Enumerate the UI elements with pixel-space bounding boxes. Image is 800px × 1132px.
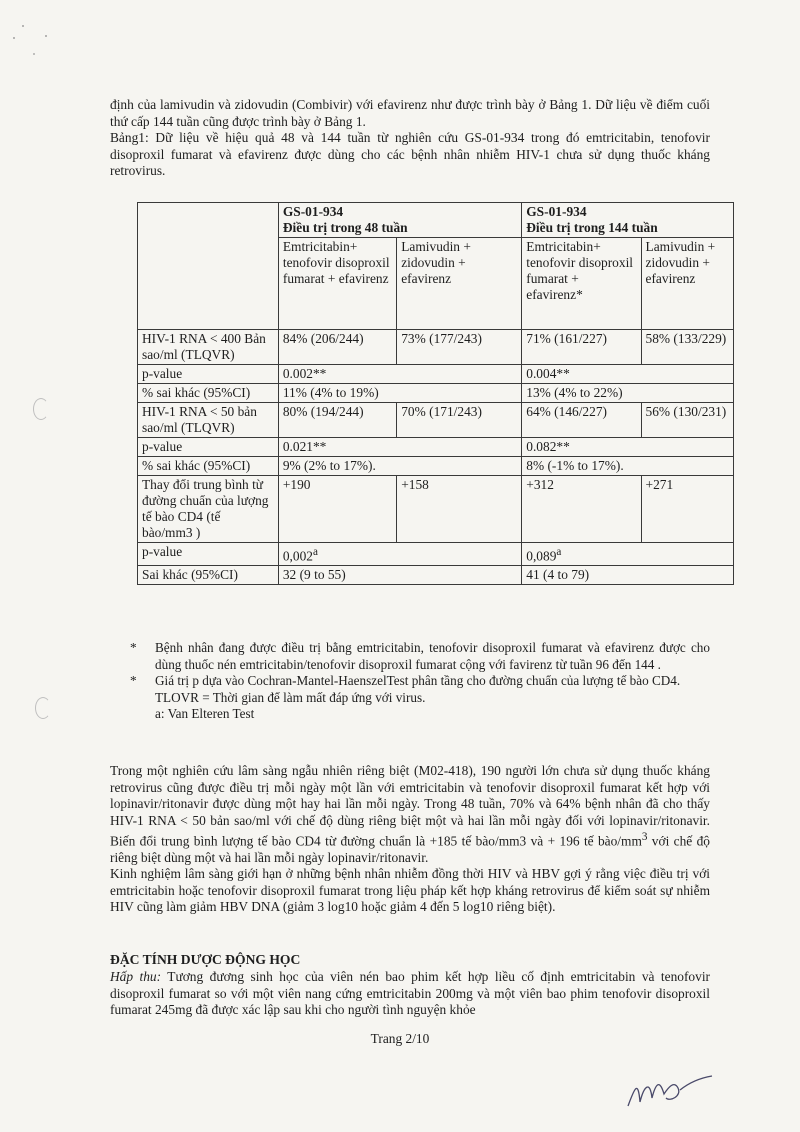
row-label: p-value	[138, 438, 279, 457]
footnote-text: Bệnh nhân đang được điều trị bằng emtricitabin, tenofovir disoproxil fumarat và efavirenz được cho dùng thuốc nén emtricitabin/tenofovir disoproxil fumarat cộng với favirenz từ tuần 96 đến 144 .	[155, 640, 710, 672]
table-caption: Bảng1: Dữ liệu về hiệu quả 48 và 144 tuần từ nghiên cứu GS-01-934 trong đó emtricitabin, tenofovir disoproxil fumarat và efavirenz được dùng cho các bệnh nhân nhiễm HIV-1 chưa sử dụng thuốc kháng retrovirus.	[110, 130, 710, 178]
value-cell: 0.082**	[522, 438, 734, 457]
value-cell: +312	[522, 476, 641, 543]
arm-cell: Lamivudin + zidovudin + efavirenz	[397, 238, 522, 330]
value-cell: 0.002**	[278, 365, 521, 384]
punch-hole-mark	[33, 398, 49, 420]
value-cell: 13% (4% to 22%)	[522, 384, 734, 403]
row-label: HIV-1 RNA < 400 Bản sao/ml (TLQVR)	[138, 330, 279, 365]
value-cell: +190	[278, 476, 396, 543]
header-blank-cell	[138, 203, 279, 330]
value-cell: +158	[397, 476, 522, 543]
value-cell	[278, 543, 521, 566]
table-header-row	[138, 203, 734, 238]
value-cell: +271	[641, 476, 733, 543]
paragraph-lead: Hấp thu:	[110, 969, 162, 984]
study-period: Điều trị trong 144 tuần	[526, 220, 658, 235]
arm-cell: Lamivudin + zidovudin + efavirenz	[641, 238, 733, 330]
paragraph-text: với chế độ riêng biệt dùng một và hai lần mỗi ngày lopinavir/ritonavir.	[110, 833, 710, 865]
scan-mark	[10, 20, 50, 60]
abbreviation-note: a: Van Elteren Test	[155, 706, 255, 721]
row-label: Sai khác (95%CI)	[138, 566, 279, 585]
footnote-star: *	[130, 673, 137, 688]
value-cell	[522, 543, 734, 566]
intro-section	[110, 97, 710, 180]
footnote	[130, 673, 710, 690]
footnote-marker: a	[313, 546, 318, 558]
table-row	[138, 365, 734, 384]
value-cell: 9% (2% to 17%).	[278, 457, 521, 476]
paragraph-text: Trong một nghiên cứu lâm sàng ngẫu nhiên riêng biệt (M02-418), 190 người lớn chưa sử dụng thuốc kháng retrovirus cũng được điều trị mỗi ngày một lần với emtricitabin và tenofovir disoproxil fumarat kết hợp với lopinavir/ritonavir được dùng một hay hai lần mỗi ngày. Trong 48 tuần, 70% và 64% bệnh nhân đã cho thấy HIV-1 RNA < 50 bản sao/ml với chế độ dùng riêng biệt một và hai lần mỗi ngày đối với lopinavir/ritonavir. Biến đổi trung bình lượng tế bào CD4 từ đường chuẩn là +185 tế bào/mm3 và + 196 tế bào/mm	[110, 763, 710, 849]
value-text: 0,002	[282, 548, 313, 564]
body-section	[110, 763, 710, 916]
superscript: 3	[641, 831, 648, 843]
value-cell: 64% (146/227)	[522, 403, 641, 438]
header-48-weeks	[278, 203, 521, 238]
intro-paragraph: định của lamivudin và zidovudin (Combivir) với efavirenz như được trình bày ở Bảng 1. Dữ liệu về điểm cuối thứ cấp 144 tuần cũng được trình bày ở Bảng 1.	[110, 97, 710, 129]
paragraph-text: Tương đương sinh học của viên nén bao phim kết hợp liều cố định emtricitabin và tenofovir disoproxil fumarat so với một viên nang cứng emtricitabin 200mg và một viên bao phim tenofovir disoproxil fumarat 245mg đã được xác lập sau khi cho người tình nguyện khỏe	[110, 969, 710, 1017]
body-paragraph	[110, 969, 710, 1019]
arm-cell: Emtricitabin+ tenofovir disoproxil fumarat + efavirenz*	[522, 238, 641, 330]
row-label: p-value	[138, 365, 279, 384]
footnote-text: Giá trị p dựa vào Cochran-Mantel-HaenszelTest phân tầng cho đường chuẩn của lượng tế bào CD4.	[155, 673, 681, 688]
row-label: HIV-1 RNA < 50 bản sao/ml (TLQVR)	[138, 403, 279, 438]
footnote-marker: a	[556, 546, 562, 558]
value-cell: 58% (133/229)	[641, 330, 733, 365]
table-row	[138, 476, 734, 543]
body-paragraph: Kinh nghiệm lâm sàng giới hạn ở những bệnh nhân nhiễm đồng thời HIV và HBV gợi ý rằng việc điều trị với emtricitabin hoặc tenofovir disoproxil fumarat trong liệu pháp kết hợp kháng retrovirus để kiểm soát sự nhiễm HIV cũng làm giảm HBV DNA (giảm 3 log10 hoặc giảm 4 đến 5 log10 riêng biệt).	[110, 866, 710, 915]
arm-cell: Emtricitabin+ tenofovir disoproxil fumarat + efavirenz	[278, 238, 396, 330]
row-label: p-value	[138, 543, 279, 566]
value-cell: 0.021**	[278, 438, 521, 457]
table-row	[138, 566, 734, 585]
study-period: Điều trị trong 48 tuần	[282, 220, 408, 235]
value-cell: 41 (4 to 79)	[522, 566, 734, 585]
value-cell: 32 (9 to 55)	[278, 566, 521, 585]
table-row	[138, 543, 734, 566]
section-heading: ĐẶC TÍNH DƯỢC ĐỘNG HỌC	[110, 952, 301, 967]
table-row	[138, 403, 734, 438]
value-cell: 11% (4% to 19%)	[278, 384, 521, 403]
value-cell: 84% (206/244)	[278, 330, 396, 365]
signature-mark	[620, 1068, 720, 1118]
value-cell: 56% (130/231)	[641, 403, 733, 438]
row-label: % sai khác (95%CI)	[138, 457, 279, 476]
table-row	[138, 384, 734, 403]
value-cell: 8% (-1% to 17%).	[522, 457, 734, 476]
row-label: % sai khác (95%CI)	[138, 384, 279, 403]
header-144-weeks	[522, 203, 734, 238]
value-cell: 0.004**	[522, 365, 734, 384]
page-footer: Trang 2/10	[370, 1031, 430, 1046]
footnote	[130, 640, 710, 673]
value-text: 0,089	[526, 548, 557, 564]
table-row	[138, 330, 734, 365]
punch-hole-mark	[35, 697, 51, 719]
value-cell: 71% (161/227)	[522, 330, 641, 365]
table-notes	[130, 640, 710, 723]
body-paragraph	[110, 763, 710, 866]
value-cell: 73% (177/243)	[397, 330, 522, 365]
study-id: GS-01-934	[526, 204, 587, 219]
table-row	[138, 457, 734, 476]
value-cell: 80% (194/244)	[278, 403, 396, 438]
study-id: GS-01-934	[282, 204, 344, 219]
row-label: Thay đổi trung bình từ đường chuẩn của lượng tế bào CD4 (tế bào/mm3 )	[138, 476, 279, 543]
table-row	[138, 438, 734, 457]
value-cell: 70% (171/243)	[397, 403, 522, 438]
abbreviation-note: TLOVR = Thời gian để làm mất đáp ứng với virus.	[155, 689, 426, 705]
footnote-star: *	[130, 640, 137, 655]
efficacy-table	[137, 202, 734, 585]
